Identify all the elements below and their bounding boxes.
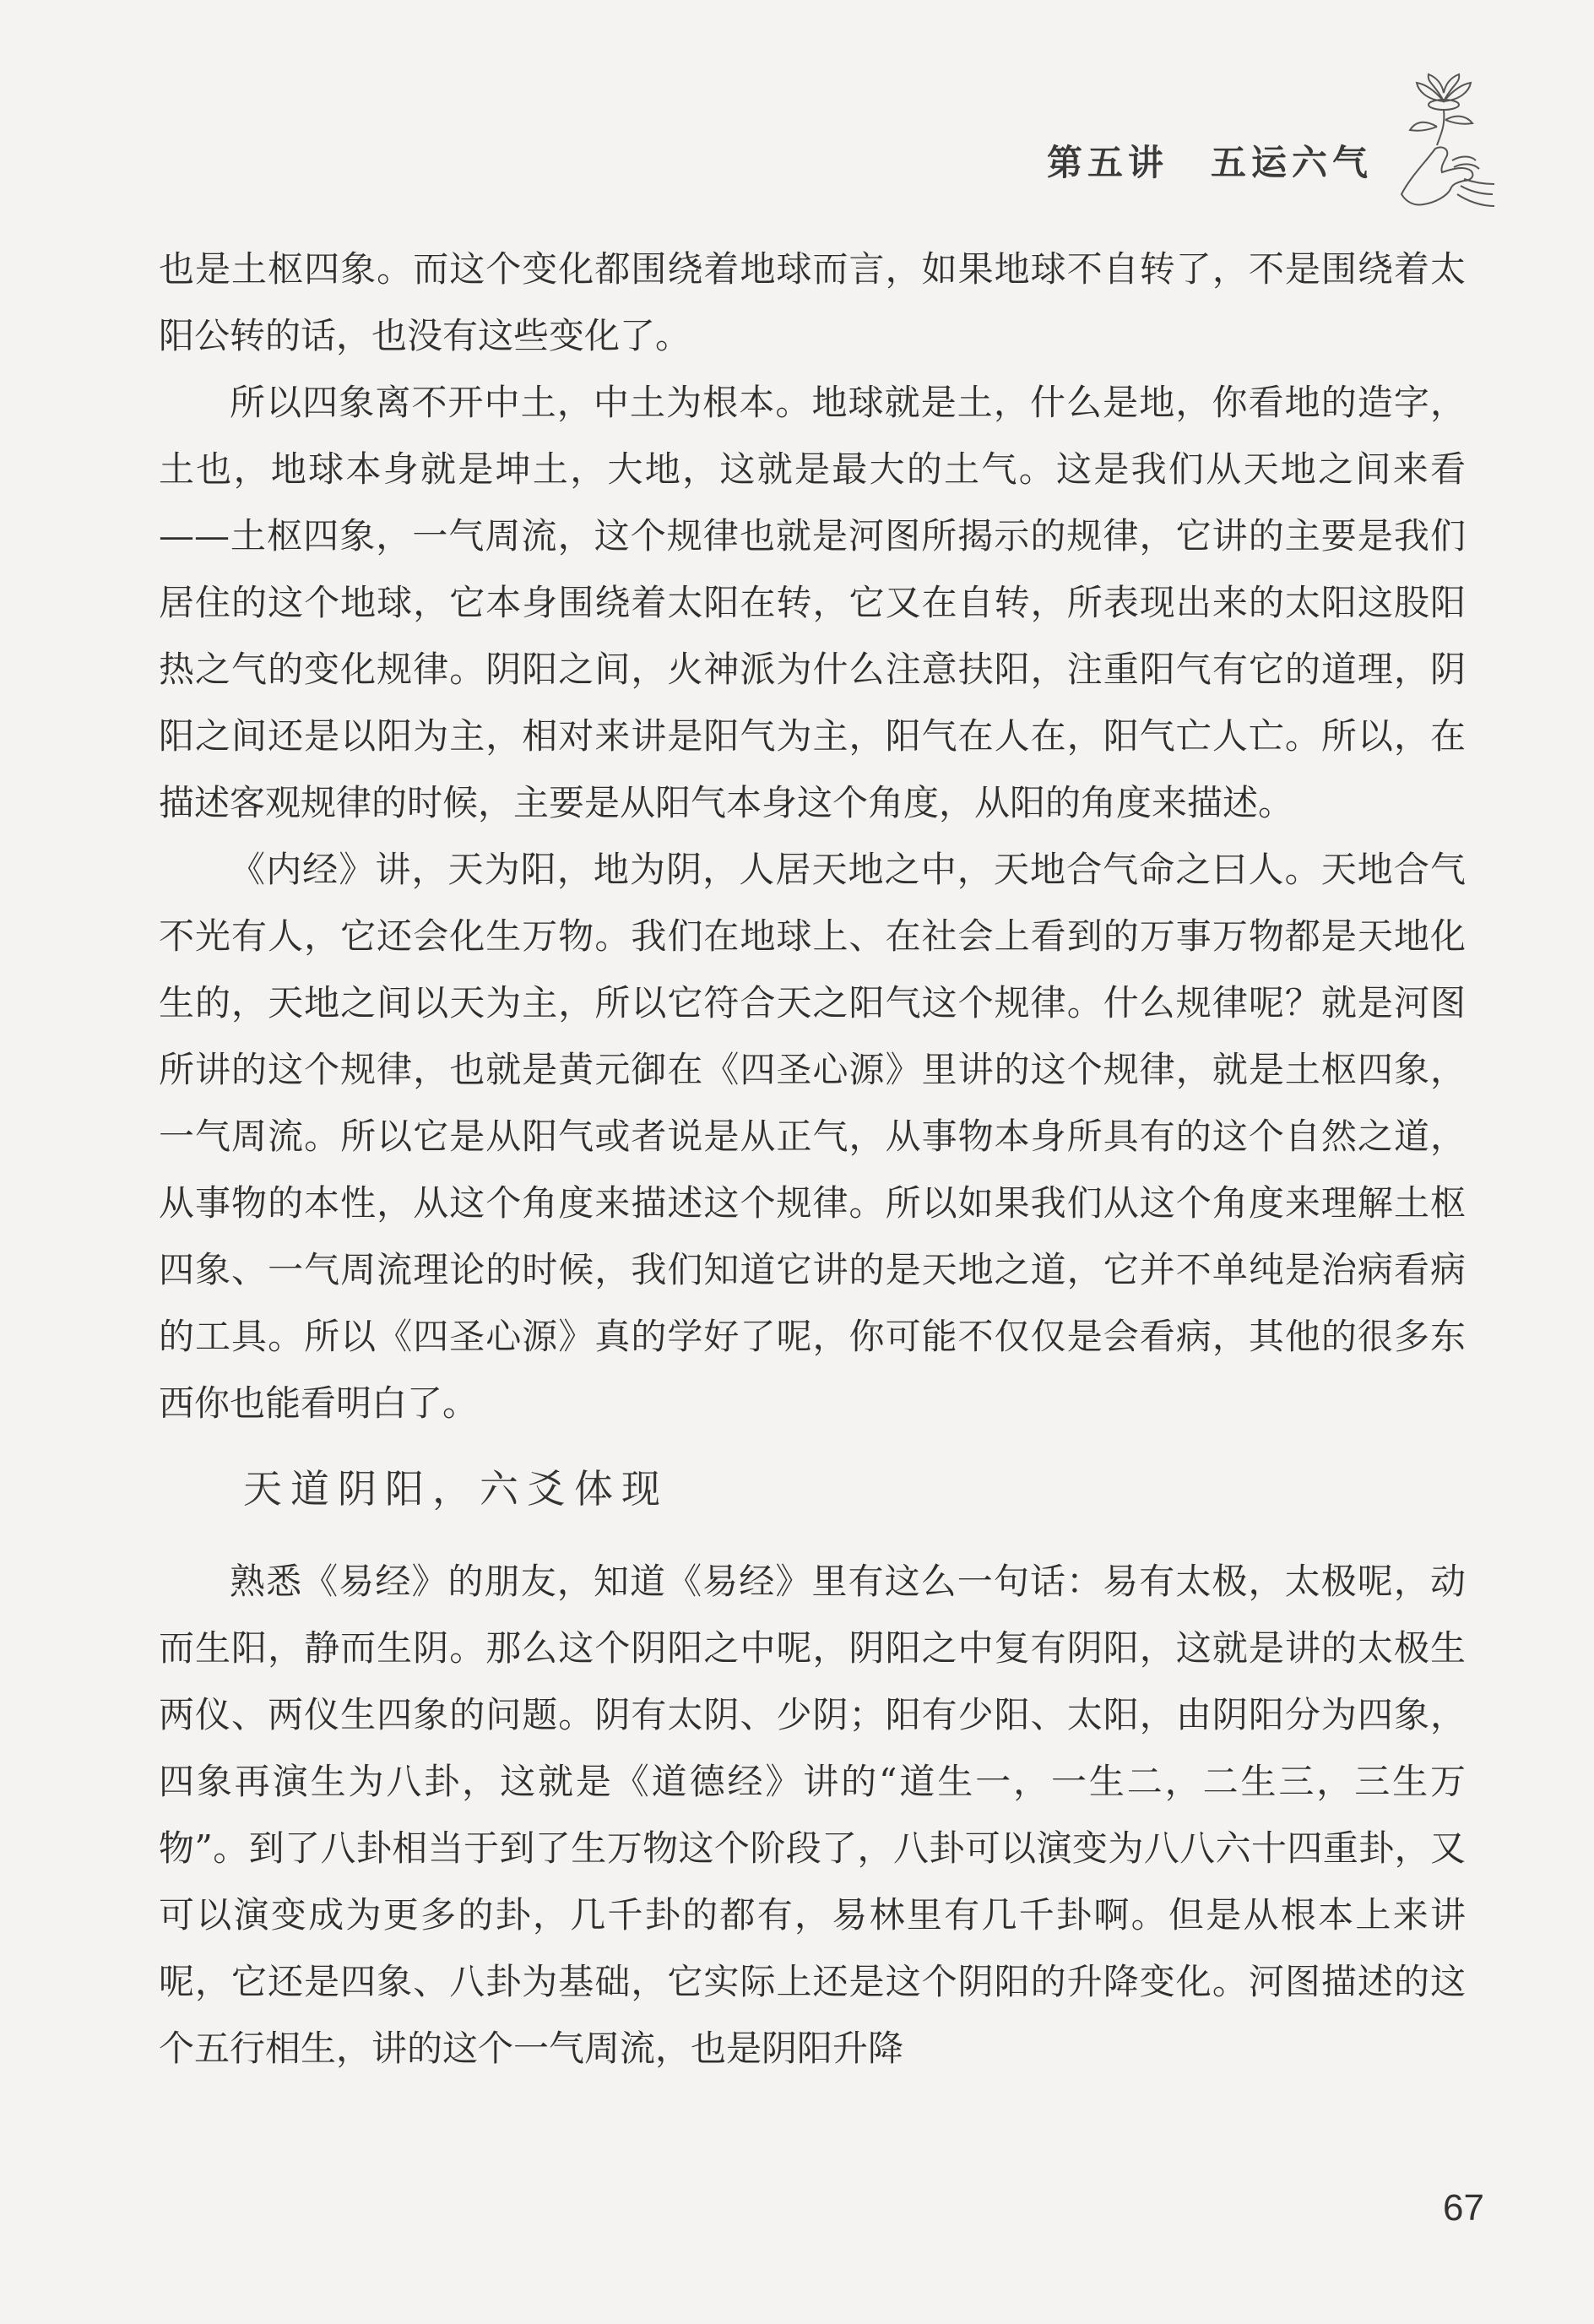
section-heading: 天道阴阳，六爻体现 xyxy=(243,1466,669,1512)
chapter-title: 五运六气 xyxy=(1211,142,1374,183)
paragraph-continued: 也是土枢四象。而这个变化都围绕着地球而言，如果地球不自转了，不是围绕着太阳公转的话，也没有这些变化了。 xyxy=(159,248,1466,356)
paragraph: 《内经》讲，天为阳，地为阴，人居天地之中，天地合气命之曰人。天地合气不光有人，它还会化生万物。我们在地球上、在社会上看到的万事万物都是天地化生的，天地之间以天为主，所以它符合天之阳气这个规律。什么规律呢？就是河图所讲的这个规律，也就是黄元御在《四圣心源》里讲的这个规律，就是土枢四象，一气周流。所以它是从阳气或者说是从正气，从事物本身所具有的这个自然之道，从事物的本性，从这个角度来描述这个规律。所以如果我们从这个角度来理解土枢四象、一气周流理论的时候，我们知道它讲的是天地之道，它并不单纯是治病看病的工具。所以《四圣心源》真的学好了呢，你可能不仅仅是会看病，其他的很多东西你也能看明白了。 xyxy=(159,849,1466,1424)
lotus-hand-icon xyxy=(1376,68,1511,220)
page-body xyxy=(159,236,1466,2082)
paragraph: 熟悉《易经》的朋友，知道《易经》里有这么一句话：易有太极，太极呢，动而生阳，静而生阴。那么这个阴阳之中呢，阴阳之中复有阴阳，这就是讲的太极生两仪、两仪生四象的问题。阴有太阴、少阴；阳有少阳、太阳，由阴阳分为四象，四象再演生为八卦，这就是《道德经》讲的“道生一，一生二，二生三，三生万物”。到了八卦相当于到了生万物这个阶段了，八卦可以演变为八八六十四重卦，又可以演变成为更多的卦，几千卦的都有，易林里有几千卦啊。但是从根本上来讲呢，它还是四象、八卦为基础，它实际上还是这个阴阳的升降变化。河图描述的这个五行相生，讲的这个一气周流，也是阴阳升降 xyxy=(159,1561,1466,2069)
page-number: 67 xyxy=(1443,2187,1484,2229)
running-head xyxy=(1047,135,1402,194)
paragraph: 所以四象离不开中土，中土为根本。地球就是土，什么是地，你看地的造字，土也，地球本身就是坤土，大地，这就是最大的土气。这是我们从天地之间来看——土枢四象，一气周流，这个规律也就是河图所揭示的规律，它讲的主要是我们居住的这个地球，它本身围绕着太阳在转，它又在自转，所表现出来的太阳这股阳热之气的变化规律。阴阳之间，火神派为什么注意扶阳，注重阳气有它的道理，阴阳之间还是以阳为主，相对来讲是阳气为主，阳气在人在，阳气亡人亡。所以，在描述客观规律的时候，主要是从阳气本身这个角度，从阳的角度来描述。 xyxy=(159,382,1466,823)
chapter-number: 第五讲 xyxy=(1047,142,1169,183)
